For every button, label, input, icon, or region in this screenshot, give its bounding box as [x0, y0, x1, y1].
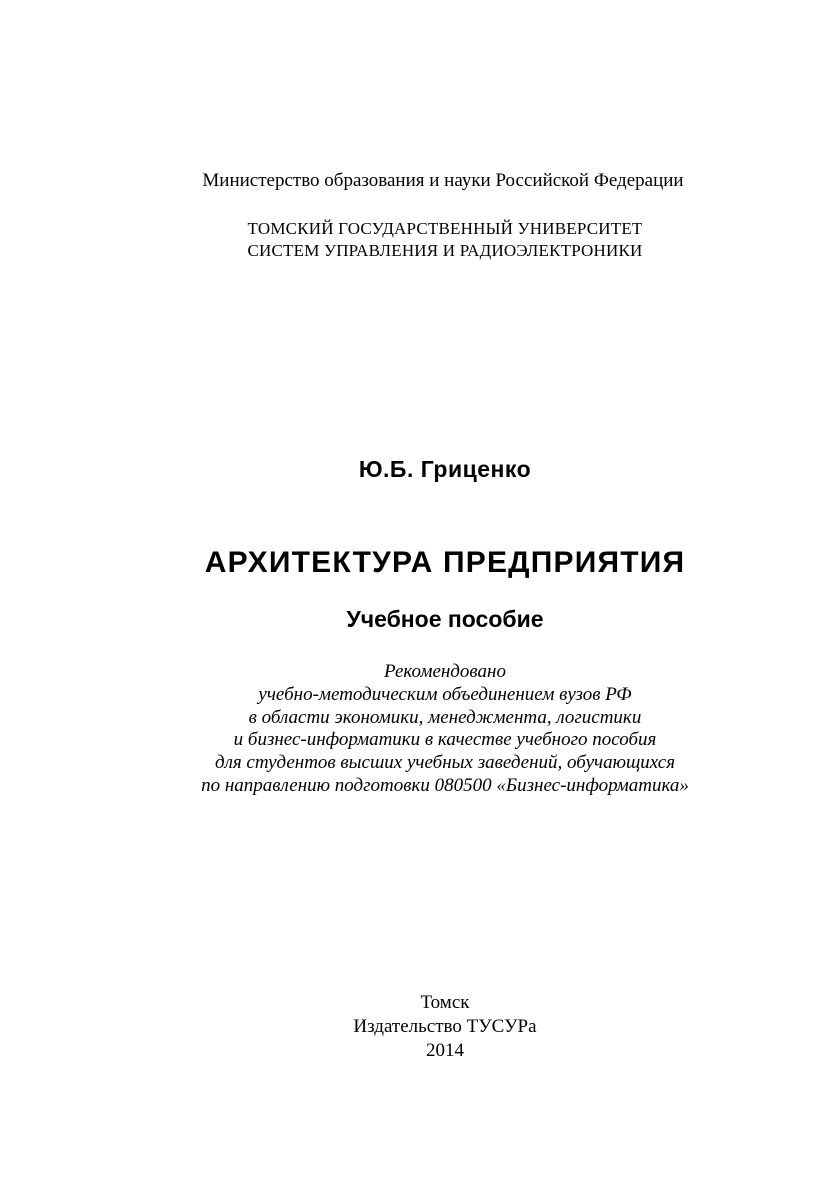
imprint-year: 2014: [426, 1040, 464, 1061]
recommendation-line-2: учебно-методическим объединением вузов РФ: [258, 683, 632, 705]
university-name-line-2: СИСТЕМ УПРАВЛЕНИЯ И РАДИОЭЛЕКТРОНИКИ: [247, 241, 643, 260]
recommendation-line-6: по направлению подготовки 080500 «Бизнес-информатика»: [201, 774, 689, 796]
recommendation-line-1: Рекомендовано: [384, 661, 506, 682]
recommendation-block: [28, 661, 834, 798]
recommendation-line-4: и бизнес-информатики в качестве учебного пособия: [233, 729, 657, 751]
imprint-block: [28, 991, 834, 1063]
ministry-name: Министерство образования и науки Российской Федерации: [202, 170, 684, 191]
book-subtitle: Учебное пособие: [346, 606, 544, 632]
author-name: Ю.Б. Гриценко: [358, 456, 532, 482]
imprint-city: Томск: [420, 992, 470, 1013]
university-name-line-1: ТОМСКИЙ ГОСУДАРСТВЕННЫЙ УНИВЕРСИТЕТ: [247, 219, 643, 238]
imprint-publisher: Издательство ТУСУРа: [353, 1016, 537, 1037]
recommendation-line-5: для студентов высших учебных заведений, обучающихся: [214, 752, 676, 774]
book-title: АРХИТЕКТУРА ПРЕДПРИЯТИЯ: [204, 546, 686, 579]
university-name: [28, 218, 834, 262]
recommendation-line-3: в области экономики, менеджмента, логистики: [248, 706, 642, 728]
